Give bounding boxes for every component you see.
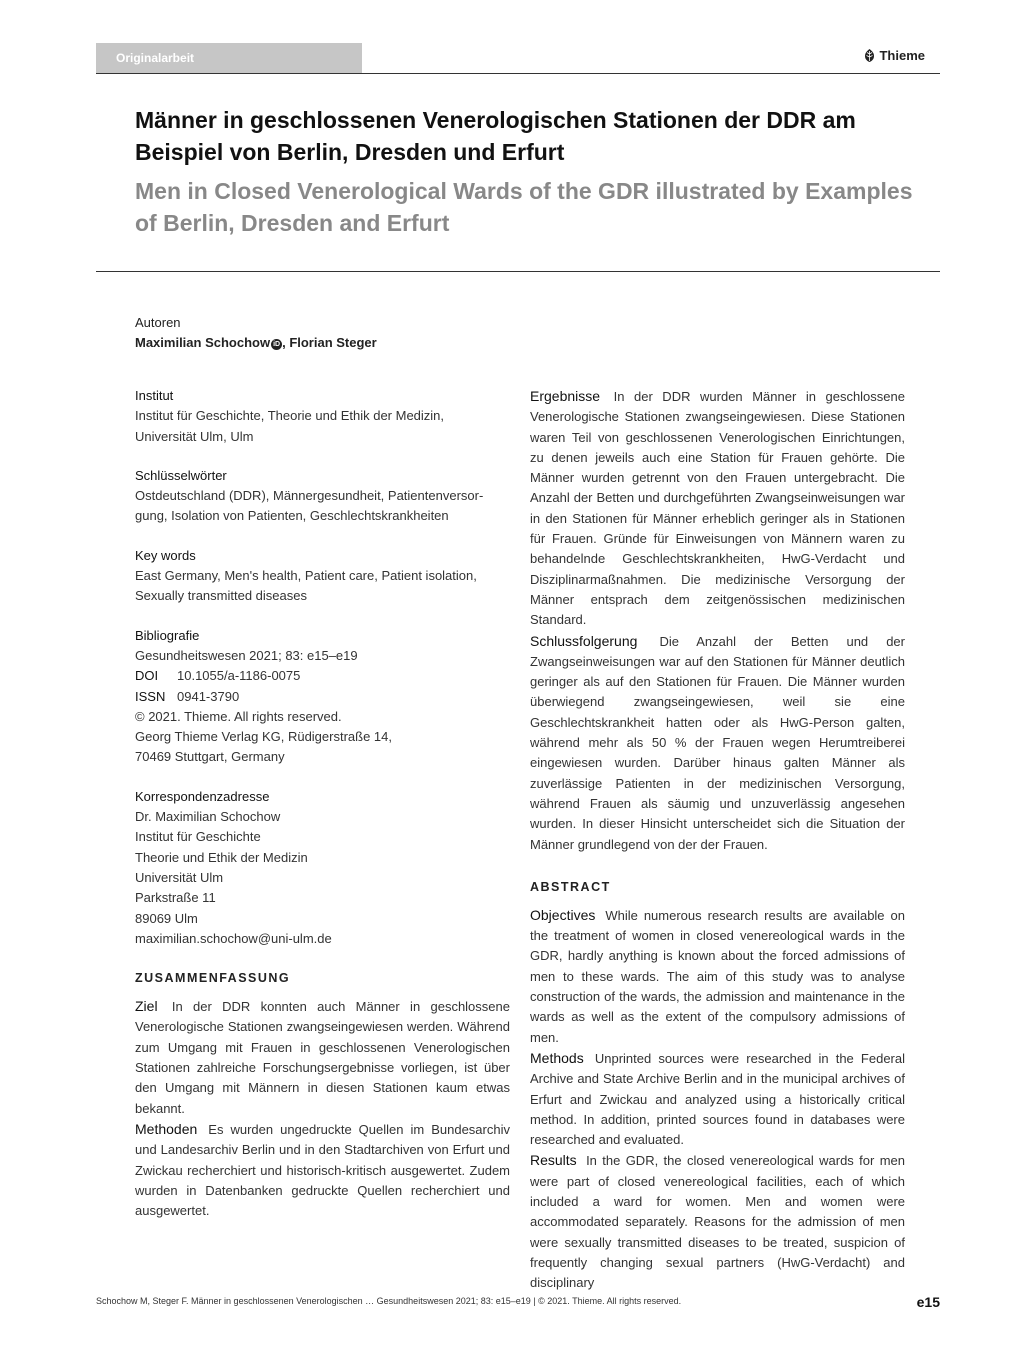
author-1[interactable]: Maximilian Schochow [135,335,271,350]
ziel-paragraph [135,996,510,1119]
publisher-address-line: 70469 Stuttgart, Germany [135,749,285,765]
zusammenfassung-heading: ZUSAMMENFASSUNG [135,971,291,986]
schlussfolgerung-paragraph [530,631,905,855]
methods-label: Methods [530,1049,584,1066]
objectives-label: Objectives [530,906,596,923]
footer-citation: Schochow M, Steger F. Männer in geschlossenen Venerologischen … Gesundheitswesen 2021; 83: e15–e19 | © 2021. Thieme. All rights reserved. [96,1296,682,1306]
bibliografie-block [135,626,510,768]
results-label: Results [530,1152,577,1169]
results-paragraph [530,1150,905,1293]
publisher-address-line: Georg Thieme Verlag KG, Rüdigerstraße 14, [135,729,392,745]
orcid-icon[interactable]: iD [273,341,281,348]
address-line: Parkstraße 11 [135,890,216,906]
left-column [135,386,510,1221]
copyright-line: © 2021. Thieme. All rights reserved. [135,708,342,724]
address-line: Universität Ulm [135,869,224,885]
keywords-label: Key words [135,547,196,563]
page-number: e15 [916,1294,940,1310]
methods-text: Unprinted sources were researched in the Federal Archive and State Archive Berlin and in the municipal archives of Erfurt and Zwickau and analyzed using a historically critical method. In addition, printed sources found in databases were researched and evaluated. [530,1050,905,1148]
methods-paragraph [530,1048,905,1150]
objectives-paragraph [530,905,905,1048]
address-line: Theorie und Ethik der Medizin [135,849,308,865]
right-column [530,386,905,1293]
category-banner: Originalarbeit [96,43,362,73]
methoden-paragraph [135,1119,510,1221]
keywords-line: Sexually transmitted diseases [135,588,307,604]
title-english: Men in Closed Venerological Wards of the GDR illustrated by Examples of Berlin, Dresden and Erfurt [135,178,913,236]
address-line: Dr. Maximilian Schochow [135,809,281,825]
doi-label: DOI [135,668,159,684]
header-rule [96,73,940,74]
korrespondenz-block [135,787,510,949]
publisher-logo [864,48,925,63]
ergebnisse-text: In der DDR wurden Männer in geschlossene Venerologische Stationen zwangseingewiesen. Diese Stationen waren Teil von geschlossenen Venerologischen Einrichtungen, zu denen jeweils auch eine Station für Frauen gehörte. Die Männer wurden getrennt von den Frauen untergebracht. Die Anzahl der Betten und durchgeführten Zwangseinweisungen war in den Stationen für Männer erheblich geringer als in Stationen für Frauen. Gründe für Einweisungen von Männern waren zu behandelnde Geschlechtskrankheiten, HwG-Verdacht und Disziplinarmaßnahmen. Die medizinische Versorgung der Männer entsprach dem zeitgenössischen medizinischen Standard. [530,389,905,628]
keywords-block [135,546,510,607]
ergebnisse-label: Ergebnisse [530,388,601,404]
issn-value: 0941-3790 [177,688,240,704]
institut-line: Institut für Geschichte, Theorie und Ethik der Medizin, [135,408,445,424]
ziel-label: Ziel [135,998,158,1015]
address-line: 89069 Ulm [135,910,198,926]
schluesselwoerter-block [135,466,510,527]
publisher-name: Thieme [879,48,925,63]
doi-line [135,666,510,686]
schluesselwoerter-line: Ostdeutschland (DDR), Männergesundheit, Patientenversor- [135,488,484,504]
address-line: Institut für Geschichte [135,829,261,845]
thieme-leaf-icon [864,49,875,62]
methoden-text: Es wurden ungedruckte Quellen im Bundesarchiv und Landesarchiv Berlin und in den Stadtarchiven von Erfurt und Zwickau recherchiert und historisch-kritisch ausgewertet. Zudem wurden in Datenbanken gedruckte Quellen recherchiert und ausgewertet. [135,1121,510,1219]
journal-citation: Gesundheitswesen 2021; 83: e15–e19 [135,647,358,663]
results-text: In the GDR, the closed venereological wards for men were part of closed venereological facilities, each of which included a ward for women. Men and women were accommodated separately. Reasons for the admission of men were sexually transmitted diseases to be treated, suspicion of frequently changing sexual partners (HwG-Verdacht) and disciplinary [530,1153,905,1291]
issn-line [135,687,510,707]
email-link[interactable]: maximilian.schochow@uni-ulm.de [135,930,332,946]
title-german: Männer in geschlossenen Venerologischen Stationen der DDR am Beispiel von Berlin, Dresden und Erfurt [135,107,856,165]
author-names [135,333,377,353]
schluesselwoerter-line: gung, Isolation von Patienten, Geschlechtskrankheiten [135,508,449,524]
bibliografie-label: Bibliografie [135,627,200,643]
issn-label: ISSN [135,688,166,704]
keywords-line: East Germany, Men's health, Patient care, Patient isolation, [135,568,477,584]
schluesselwoerter-label: Schlüsselwörter [135,467,227,483]
abstract-heading: ABSTRACT [530,879,611,894]
institut-block [135,386,510,447]
institut-label: Institut [135,388,174,403]
schlussfolgerung-text: Die Anzahl der Betten und der Zwangseinweisungen war auf den Stationen für Männer deutlich geringer als auf den Stationen für Frauen. Die Männer wurden überwiegend zwangseingewiesen, weil sie eine Geschlechtskrankheit hatten oder als HwG-Person galten, während mehr als 50 % der Frauen wegen Herumtreiberei eingewiesen wurden. Darüber hinaus galten Männer als zuverlässige Patienten in der medizinischen Versorgung, während Frauen als säumig und unzuverlässig angesehen wurden. In dieser Hinsicht unterscheidet sich die Situation der Männer grundlegend von der der Frauen. [530,633,905,852]
title-rule [96,271,940,272]
authors-block [135,313,377,353]
methoden-label: Methoden [135,1120,198,1137]
doi-value[interactable]: 10.1055/a-1186-0075 [177,668,301,684]
author-2[interactable]: , Florian Steger [282,335,377,350]
korrespondenz-label: Korrespondenzadresse [135,788,270,804]
ergebnisse-paragraph [530,386,905,631]
ziel-text: In der DDR konnten auch Männer in geschlossene Venerologische Stationen zwangseingewiesen werden. Während zum Umgang mit Frauen in geschlossenen Venerologischen Stationen zahlreiche Forschungsergebnisse vorliegen, ist über den Umgang mit Männern in diesen Stationen kaum etwas bekannt. [135,999,510,1116]
institut-line: Universität Ulm, Ulm [135,428,254,444]
schlussfolgerung-label: Schlussfolgerung [530,632,638,649]
objectives-text: While numerous research results are available on the treatment of women in closed venereological wards in the GDR, hardly anything is known about the forced admissions of men to these wards. The aim of this study was to analyse construction of the wards, the admission and maintenance in the wards as well as the extent of the compulsory admissions of men. [530,907,905,1045]
authors-label: Autoren [135,315,181,330]
